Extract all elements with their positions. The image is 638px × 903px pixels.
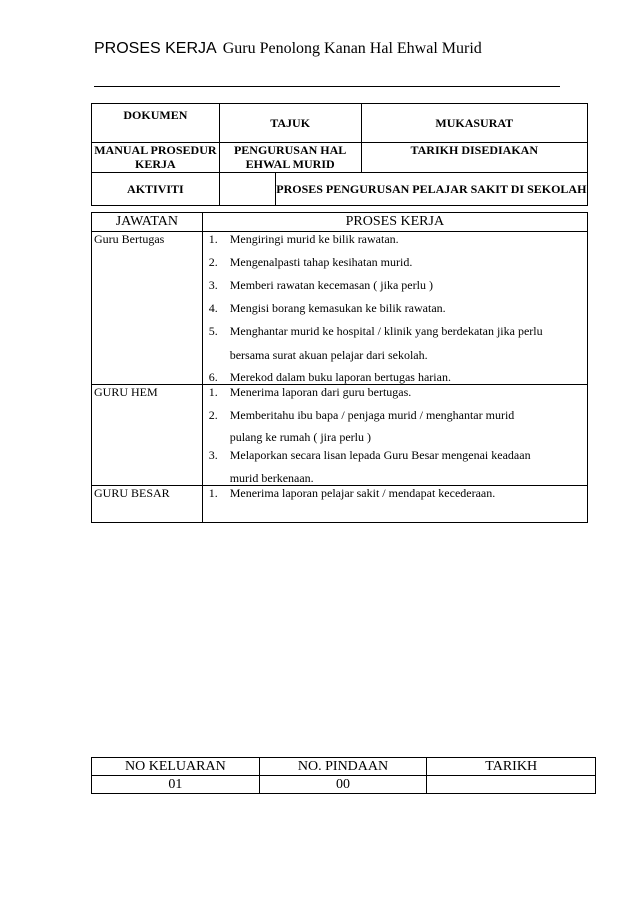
step-item (203, 255, 587, 278)
title-divider (94, 86, 560, 87)
step-text: Menghantar murid ke hospital / klinik yang berdekatan jika perlu (229, 324, 543, 338)
title-process: PROSES KERJA (94, 40, 217, 57)
jawatan-cell: Guru Bertugas (92, 232, 203, 385)
step-number: 3. (208, 278, 218, 292)
step-number: 2. (208, 255, 218, 269)
proses-header: PROSES KERJA (202, 213, 587, 232)
step-text: Merekod dalam buku laporan bertugas harian. (229, 370, 451, 384)
step-text-continued: murid berkenaan. (229, 471, 314, 485)
step-item (203, 301, 587, 324)
step-item (203, 385, 587, 408)
title-role: Guru Penolong Kanan Hal Ehwal Murid (222, 40, 482, 57)
steps-cell (202, 385, 587, 486)
tarikh-label: TARIKH (427, 758, 596, 776)
document-info-table (91, 103, 588, 206)
proses-kerja-table (91, 212, 588, 523)
aktiviti-spacer (219, 173, 275, 206)
step-text: Mengisi borang kemasukan ke bilik rawatan. (229, 301, 446, 315)
step-item (203, 408, 587, 448)
steps-cell (202, 232, 587, 385)
step-item (203, 448, 587, 484)
step-number: 4. (208, 301, 218, 315)
step-text-continued: bersama surat akuan pelajar dari sekolah. (229, 348, 428, 362)
no-pindaan-value: 00 (259, 776, 427, 794)
step-number: 3. (208, 448, 218, 462)
step-text: Memberi rawatan kecemasan ( jika perlu ) (229, 278, 433, 292)
step-text: Menerima laporan dari guru bertugas. (229, 385, 412, 399)
step-text-continued: pulang ke rumah ( jira perlu ) (229, 430, 371, 444)
step-number: 1. (208, 486, 218, 500)
page-title (94, 40, 574, 58)
step-item (203, 324, 587, 367)
step-item (203, 486, 587, 501)
dokumen-label: DOKUMEN (92, 104, 220, 143)
jawatan-cell: GURU BESAR (92, 486, 203, 523)
step-text: Mengiringi murid ke bilik rawatan. (229, 232, 399, 246)
step-number: 2. (208, 408, 218, 422)
step-number: 1. (208, 385, 218, 399)
tarikh-value (427, 776, 596, 794)
step-text: Melaporkan secara lisan lepada Guru Besar mengenai keadaan (229, 448, 531, 462)
jawatan-cell: GURU HEM (92, 385, 203, 486)
aktiviti-label: AKTIVITI (92, 173, 220, 206)
step-number: 5. (208, 324, 218, 338)
steps-cell (202, 486, 587, 523)
step-text: Mengenalpasti tahap kesihatan murid. (229, 255, 413, 269)
jawatan-header: JAWATAN (92, 213, 203, 232)
footer-table (91, 757, 596, 794)
step-text: Menerima laporan pelajar sakit / mendapat kecederaan. (229, 486, 496, 500)
step-item (203, 278, 587, 301)
tajuk-value: PENGURUSAN HAL EHWAL MURID (219, 143, 361, 173)
step-list (203, 486, 587, 501)
mukasurat-label: MUKASURAT (361, 104, 587, 143)
tarikh-disediakan-label: TARIKH DISEDIAKAN (361, 143, 587, 173)
no-keluaran-value: 01 (92, 776, 260, 794)
tajuk-label: TAJUK (219, 104, 361, 143)
step-item (203, 232, 587, 255)
aktiviti-value: PROSES PENGURUSAN PELAJAR SAKIT DI SEKOLAH (275, 173, 587, 206)
step-text: Memberitahu ibu bapa / penjaga murid / menghantar murid (229, 408, 515, 422)
no-keluaran-label: NO KELUARAN (92, 758, 260, 776)
step-list (203, 232, 587, 384)
no-pindaan-label: NO. PINDAAN (259, 758, 427, 776)
step-list (203, 385, 587, 484)
step-number: 1. (208, 232, 218, 246)
manual-value: MANUAL PROSEDUR KERJA (92, 143, 220, 173)
step-item (203, 371, 587, 384)
step-number: 6. (208, 370, 218, 384)
